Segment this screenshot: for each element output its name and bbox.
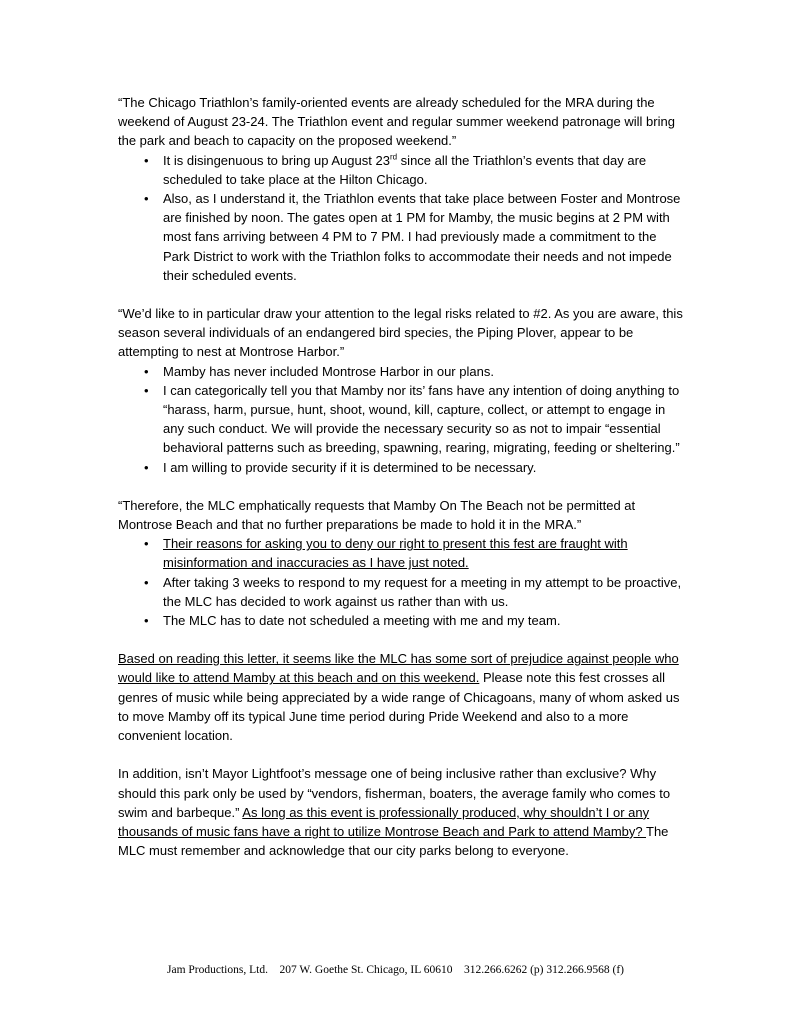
bullet-icon: •	[144, 382, 149, 398]
list-item: • Also, as I understand it, the Triathlon events that take place between Foster and Montrose are finished by noon. The gates open at 1 PM for Mamby, the music begins at 2 PM with most fans arriving between 4 PM to 7 PM. I had previously made a commitment to the Park District to work with the Triathlon folks to accommodate their needs and not impede their scheduled events.	[144, 191, 681, 283]
list-item: • The MLC has to date not scheduled a meeting with me and my team.	[118, 611, 683, 630]
bullet-icon: •	[144, 574, 149, 590]
section-mlc-request	[118, 496, 683, 630]
bullet-list	[118, 151, 683, 285]
section-triathlon	[118, 93, 683, 285]
list-item: • I can categorically tell you that Mamby nor its’ fans have any intention of doing anything to “harass, harm, pursue, hunt, shoot, wound, kill, capture, collect, or attempt to engage in any such conduct. We will provide the necessary security so as not to impair “essential behavioral patterns such as breeding, spawning, rearing, migrating, feeding or sheltering.”	[144, 382, 680, 456]
list-item: • Their reasons for asking you to deny our right to present this fest are fraught with misinformation and inaccuracies as I have just noted.	[144, 536, 628, 571]
list-item: • After taking 3 weeks to respond to my request for a meeting in my attempt to be proactive, the MLC has decided to work against us rather than with us.	[144, 574, 682, 609]
list-item: • I am willing to provide security if it is determined to be necessary.	[118, 458, 683, 477]
quoted-paragraph: “Therefore, the MLC emphatically requests that Mamby On The Beach not be permitted at Montrose Beach and that no further preparations be made to hold it in the MRA.”	[118, 497, 636, 533]
bullet-icon: •	[144, 363, 149, 379]
quoted-paragraph: “The Chicago Triathlon’s family-oriented events are already scheduled for the MRA during the weekend of August 23-24. The Triathlon event and regular summer weekend patronage will bring the park and beach to capacity on the proposed weekend.”	[118, 95, 675, 149]
quoted-paragraph: “We’d like to in particular draw your attention to the legal risks related to #2. As you are aware, this season several individuals of an endangered bird species, the Piping Plover, appear to be attempting to nest at Montrose Harbor.”	[118, 306, 683, 360]
bullet-icon: •	[144, 459, 149, 475]
section-piping-plover	[118, 304, 683, 477]
letter-body	[118, 93, 683, 879]
bullet-list	[118, 362, 683, 477]
letterhead-footer: Jam Productions, Ltd. 207 W. Goethe St. Chicago, IL 60610 312.266.6262 (p) 312.266.9568 (f)	[167, 964, 624, 976]
list-item: • Mamby has never included Montrose Harbor in our plans.	[118, 362, 683, 381]
bullet-icon: •	[144, 613, 149, 629]
bullet-list	[118, 534, 683, 630]
paragraph-prejudice: Based on reading this letter, it seems like the MLC has some sort of prejudice against people who would like to attend Mamby at this beach and on this weekend. Please note this fest crosses all genres of music while being appreciated by a wide range of Chicagoans, many of whom asked us to move Mamby off its typical June time period during Pride Weekend and also to a more convenient location.	[118, 651, 680, 744]
bullet-icon: •	[144, 152, 149, 168]
list-item: • It is disingenuous to bring up August 23rd since all the Triathlon’s events that day are scheduled to take place at the Hilton Chicago.	[144, 152, 647, 187]
bullet-icon: •	[144, 536, 149, 552]
paragraph-inclusive: In addition, isn’t Mayor Lightfoot’s message one of being inclusive rather than exclusive? Why should this park only be used by “vendors, fisherman, boaters, the average family who comes to swim and barbeque.” As long as this event is professionally produced, why shouldn’t I or any thousands of music fans have a right to utilize Montrose Beach and Park to attend Mamby? The MLC must remember and acknowledge that our city parks belong to everyone.	[118, 766, 671, 859]
bullet-icon: •	[144, 191, 149, 207]
